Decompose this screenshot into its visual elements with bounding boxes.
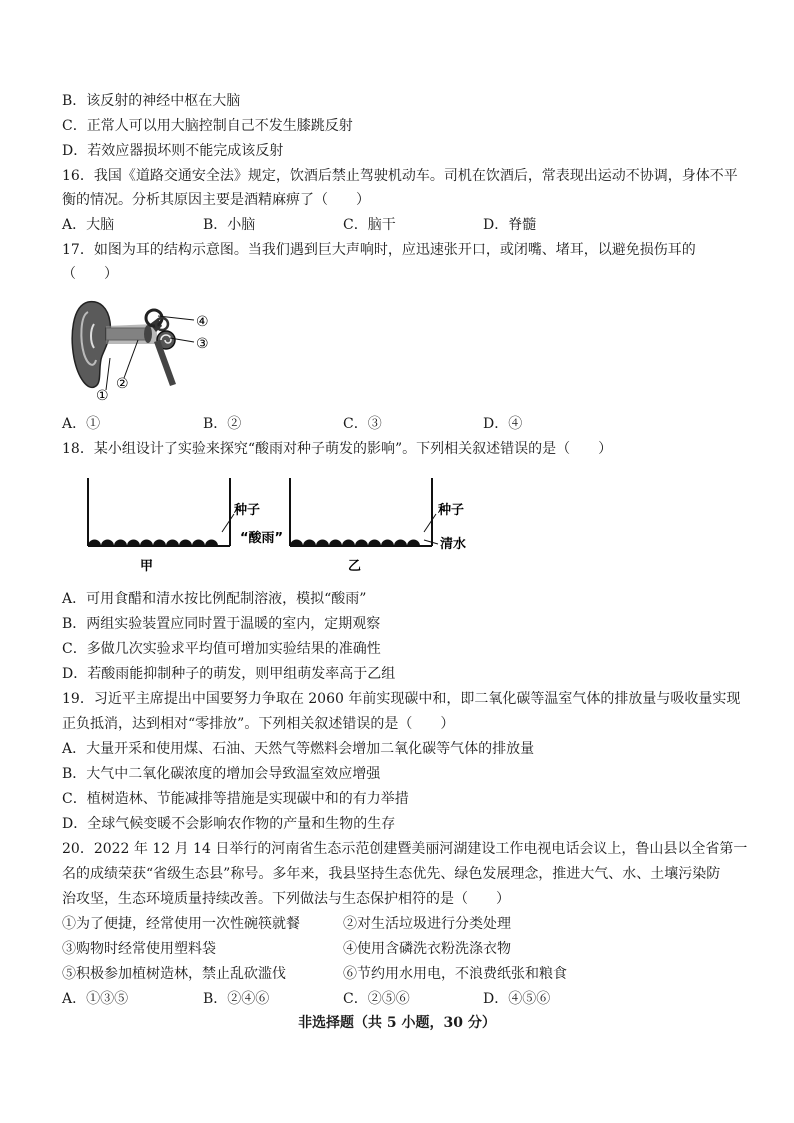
q16-stem-line-1: 16．我国《道路交通安全法》规定，饮酒后禁止驾驶机动车。司机在饮酒后，常表现出运动不协调，身体不平	[62, 168, 738, 184]
fig-label-acid-rain: “酸雨”	[240, 531, 284, 546]
q17-stem-line-1: 17．如图为耳的结构示意图。当我们遇到巨大声响时，应迅速张开口，或闭嘴、堵耳，以避免损伤耳的	[62, 242, 696, 258]
seed-mark	[355, 540, 368, 547]
seed-mark	[88, 540, 101, 547]
q20-item-1: ①为了便捷，经常使用一次性碗筷就餐	[62, 916, 300, 932]
q17-option-c: C．③	[343, 416, 382, 432]
seed-mark	[153, 540, 166, 547]
q16-option-d: D．脊髓	[483, 217, 537, 233]
q16-stem-line-2: 衡的情况。分析其原因主要是酒精麻痹了（ ）	[62, 192, 370, 208]
seed-mark	[101, 540, 114, 547]
seed-mark	[290, 540, 303, 547]
seed-mark	[407, 540, 420, 547]
q20-option-d: D．④⑤⑥	[483, 991, 551, 1007]
q19-stem-line-1: 19．习近平主席提出中国要努力争取在 2060 年前实现碳中和，即二氧化碳等温室气体的排放量与吸收量实现	[62, 691, 741, 707]
ear-diagram-image	[66, 296, 216, 406]
q16-option-c: C．脑干	[343, 217, 396, 233]
q20-item-5: ⑤积极参加植树造林，禁止乱砍滥伐	[62, 966, 286, 982]
fig-label-jia: 甲	[140, 559, 154, 574]
fig-label-seed-left: 种子	[234, 503, 261, 518]
q20-stem-line-3: 治攻坚，生态环境质量持续改善。下列做法与生态保护相符的是（ ）	[62, 891, 510, 907]
q18-stem: 18．某小组设计了实验来探究“酸雨对种子萌发的影响”。下列相关叙述错误的是（ ）	[62, 441, 613, 457]
q20-item-2: ②对生活垃圾进行分类处理	[343, 916, 511, 932]
seed-mark	[179, 540, 192, 547]
q20-item-6: ⑥节约用水用电，不浪费纸张和粮食	[343, 966, 567, 982]
section-title: 非选择题（共 5 小题，30 分）	[298, 1015, 496, 1031]
q17-stem-line-2: （ ）	[62, 266, 118, 282]
q19-option-a: A．大量开采和使用煤、石油、天然气等燃料会增加二氧化碳等气体的排放量	[62, 741, 535, 757]
seed-mark	[381, 540, 394, 547]
seed-mark	[316, 540, 329, 547]
ear-structure-figure	[66, 296, 216, 406]
q18-option-b: B．两组实验装置应同时置于温暖的室内，定期观察	[62, 616, 381, 632]
seed-mark	[329, 540, 342, 547]
q19-option-d: D．全球气候变暖不会影响农作物的产量和生物的生存	[62, 816, 396, 832]
seed-mark	[368, 540, 381, 547]
q17-option-a: A．①	[62, 416, 101, 432]
q19-option-b: B．大气中二氧化碳浓度的增加会导致温室效应增强	[62, 766, 381, 782]
ear-label-4: ④	[196, 314, 209, 330]
seed-mark	[127, 540, 140, 546]
q16-option-a: A．大脑	[62, 217, 115, 233]
ear-label-1: ①	[96, 388, 109, 404]
ear-label-3: ③	[196, 336, 209, 352]
q20-option-b: B．②④⑥	[203, 991, 270, 1007]
q20-item-3: ③购物时经常使用塑料袋	[62, 941, 216, 957]
seed-mark	[303, 540, 316, 547]
q18-option-c: C．多做几次实验求平均值可增加实验结果的准确性	[62, 641, 381, 657]
seed-mark	[205, 540, 218, 547]
ear-label-2: ②	[116, 376, 129, 392]
seed-experiment-diagram	[80, 474, 480, 574]
q17-option-b: B．②	[203, 416, 242, 432]
fig-label-yi: 乙	[348, 559, 362, 574]
fig-label-water: 清水	[440, 537, 467, 552]
seed-mark	[166, 540, 179, 547]
q18-option-d: D．若酸雨能抑制种子的萌发，则甲组萌发率高于乙组	[62, 666, 396, 682]
q20-stem-line-1: 20．2022 年 12 月 14 日举行的河南省生态示范创建暨美丽河湖建设工作电视电话会议上，鲁山县以全省第一	[62, 841, 748, 857]
seed-mark	[394, 540, 407, 547]
q20-option-c: C．②⑤⑥	[343, 991, 410, 1007]
fig-label-seed-right: 种子	[438, 503, 465, 518]
seed-mark	[192, 540, 205, 547]
q17-option-d: D．④	[483, 416, 523, 432]
q15-option-b: B．该反射的神经中枢在大脑	[62, 93, 241, 109]
q19-stem-line-2: 正负抵消，达到相对“零排放”。下列相关叙述错误的是（ ）	[62, 716, 455, 732]
q20-option-a: A．①③⑤	[62, 991, 129, 1007]
seed-mark	[114, 540, 127, 547]
q20-stem-line-2: 名的成绩荣获“省级生态县”称号。多年来，我县坚持生态优先、绿色发展理念，推进大气、水、土壤污染防	[62, 866, 721, 882]
q15-option-d: D．若效应器损坏则不能完成该反射	[62, 143, 284, 159]
q19-option-c: C．植树造林、节能减排等措施是实现碳中和的有力举措	[62, 791, 409, 807]
q16-option-b: B．小脑	[203, 217, 256, 233]
q15-option-c: C．正常人可以用大脑控制自己不发生膝跳反射	[62, 118, 353, 134]
seed-mark	[140, 540, 153, 547]
q18-option-a: A．可用食醋和清水按比例配制溶液，模拟“酸雨”	[62, 591, 367, 607]
q20-item-4: ④使用含磷洗衣粉洗涤衣物	[343, 941, 511, 957]
seed-mark	[342, 540, 355, 547]
seed-experiment-figure	[80, 474, 480, 574]
